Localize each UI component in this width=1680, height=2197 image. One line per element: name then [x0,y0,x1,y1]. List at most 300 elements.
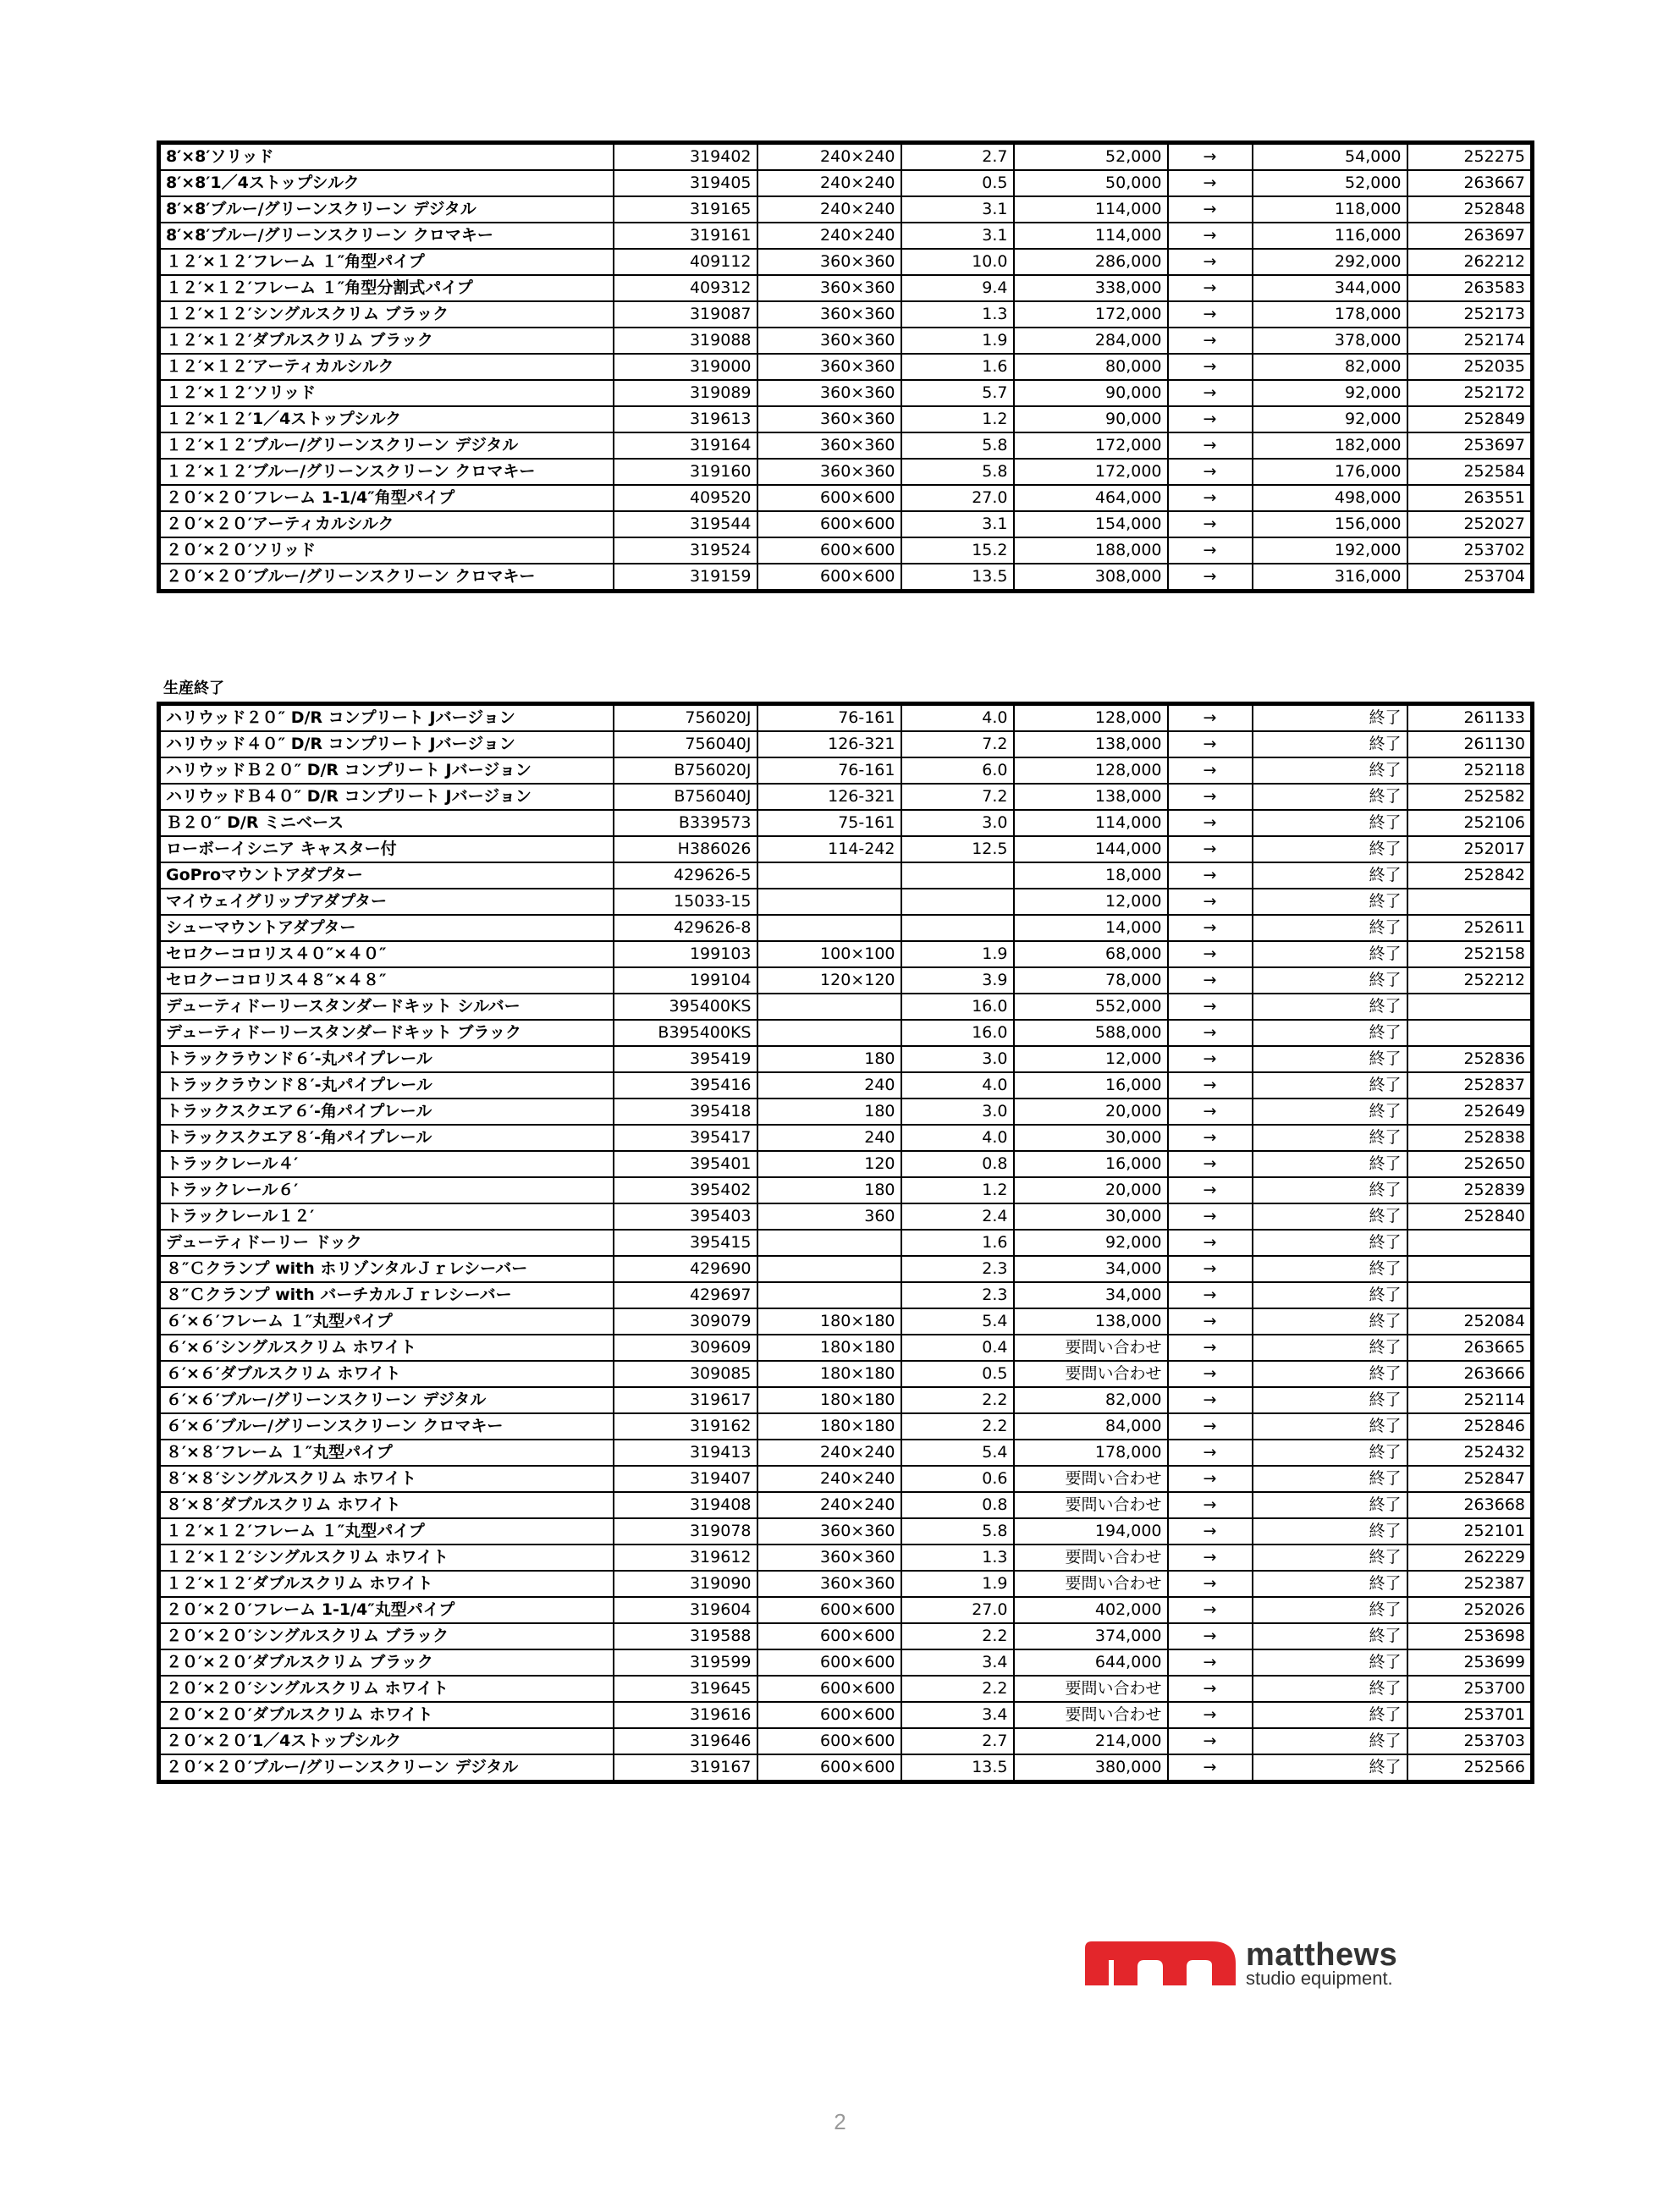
part-number-cell: B395400KS [614,1020,757,1046]
product-name-cell: デューティドーリースタンダードキット シルバー [159,994,614,1020]
size-cell: 360×360 [757,354,901,380]
size-cell: 600×600 [757,537,901,564]
table-row [159,485,1533,511]
new-price-cell: 終了 [1253,862,1407,889]
old-price-cell: 144,000 [1014,836,1168,862]
table-row [159,1492,1533,1518]
code-cell: 263666 [1407,1361,1533,1387]
arrow-cell: → [1168,1571,1253,1597]
part-number-cell: 319612 [614,1545,757,1571]
product-name-cell: トラックレール６′ [159,1177,614,1203]
arrow-cell: → [1168,459,1253,485]
weight-cell: 2.3 [901,1282,1014,1308]
new-price-cell: 82,000 [1253,354,1407,380]
weight-cell: 3.0 [901,1046,1014,1072]
table-row [159,432,1533,459]
matthews-m-mark-icon [1085,1940,1237,1987]
arrow-cell: → [1168,564,1253,592]
table-row [159,994,1533,1020]
table-row [159,511,1533,537]
new-price-cell: 192,000 [1253,537,1407,564]
new-price-cell: 終了 [1253,731,1407,757]
size-cell: 360×360 [757,380,901,406]
new-price-cell: 378,000 [1253,328,1407,354]
new-price-cell: 終了 [1253,1020,1407,1046]
arrow-cell: → [1168,784,1253,810]
old-price-cell: 194,000 [1014,1518,1168,1545]
weight-cell: 2.2 [901,1413,1014,1440]
size-cell [757,1020,901,1046]
code-cell: 263583 [1407,275,1533,301]
code-cell: 262229 [1407,1545,1533,1571]
size-cell: 76-161 [757,704,901,732]
table-row [159,143,1533,171]
arrow-cell: → [1168,1046,1253,1072]
part-number-cell: H386026 [614,836,757,862]
size-cell: 120 [757,1151,901,1177]
table-row [159,459,1533,485]
new-price-cell: 終了 [1253,967,1407,994]
part-number-cell: 319524 [614,537,757,564]
code-cell: 252101 [1407,1518,1533,1545]
table-row [159,1308,1533,1335]
new-price-cell: 終了 [1253,1387,1407,1413]
table-row [159,1623,1533,1649]
old-price-cell: 要問い合わせ [1014,1361,1168,1387]
size-cell: 600×600 [757,1728,901,1754]
size-cell: 360×360 [757,301,901,328]
code-cell: 252840 [1407,1203,1533,1230]
new-price-cell: 316,000 [1253,564,1407,592]
table-row [159,889,1533,915]
part-number-cell: 756040J [614,731,757,757]
old-price-cell: 188,000 [1014,537,1168,564]
table-row [159,731,1533,757]
old-price-cell: 172,000 [1014,301,1168,328]
old-price-cell: 84,000 [1014,1413,1168,1440]
table-row [159,941,1533,967]
logo-wordmark: matthews [1246,1937,1398,1973]
new-price-cell: 終了 [1253,1413,1407,1440]
arrow-cell: → [1168,1623,1253,1649]
weight-cell: 1.3 [901,301,1014,328]
weight-cell: 1.2 [901,1177,1014,1203]
weight-cell: 5.4 [901,1440,1014,1466]
product-name-cell: ２０′×２０′フレーム 1-1/4″角型パイプ [159,485,614,511]
product-name-cell: １２′×１２′フレーム １″角型パイプ [159,249,614,275]
part-number-cell: B756040J [614,784,757,810]
weight-cell: 15.2 [901,537,1014,564]
table-row [159,1125,1533,1151]
price-table-discontinued [157,702,1534,1784]
old-price-cell: 172,000 [1014,459,1168,485]
size-cell: 360×360 [757,432,901,459]
table-row [159,1230,1533,1256]
old-price-cell: 128,000 [1014,757,1168,784]
table-row [159,1518,1533,1545]
part-number-cell: B339573 [614,810,757,836]
table-row [159,1466,1533,1492]
table-row [159,1046,1533,1072]
code-cell: 252026 [1407,1597,1533,1623]
table-row [159,275,1533,301]
size-cell: 360×360 [757,459,901,485]
code-cell: 253704 [1407,564,1533,592]
product-name-cell: ２０′×２０′ソリッド [159,537,614,564]
new-price-cell: 終了 [1253,1571,1407,1597]
product-name-cell: ２０′×２０′ダブルスクリム ホワイト [159,1702,614,1728]
new-price-cell: 終了 [1253,784,1407,810]
new-price-cell: 終了 [1253,1518,1407,1545]
weight-cell: 5.4 [901,1308,1014,1335]
table-row [159,1702,1533,1728]
weight-cell: 0.8 [901,1151,1014,1177]
part-number-cell: 319408 [614,1492,757,1518]
new-price-cell: 終了 [1253,1361,1407,1387]
new-price-cell: 終了 [1253,704,1407,732]
part-number-cell: 319407 [614,1466,757,1492]
arrow-cell: → [1168,1308,1253,1335]
weight-cell: 1.9 [901,1571,1014,1597]
old-price-cell: 138,000 [1014,731,1168,757]
old-price-cell: 402,000 [1014,1597,1168,1623]
old-price-cell: 114,000 [1014,196,1168,223]
table-row [159,1649,1533,1676]
arrow-cell: → [1168,731,1253,757]
arrow-cell: → [1168,406,1253,432]
weight-cell: 2.2 [901,1676,1014,1702]
product-name-cell: ６′×６′フレーム １″丸型パイプ [159,1308,614,1335]
part-number-cell: 15033-15 [614,889,757,915]
arrow-cell: → [1168,511,1253,537]
old-price-cell: 138,000 [1014,784,1168,810]
old-price-cell: 30,000 [1014,1203,1168,1230]
part-number-cell: B756020J [614,757,757,784]
table-row [159,1728,1533,1754]
size-cell: 180 [757,1098,901,1125]
table-row [159,196,1533,223]
product-name-cell: １２′×１２′アーティカルシルク [159,354,614,380]
code-cell: 263697 [1407,223,1533,249]
size-cell: 126-321 [757,731,901,757]
size-cell: 180×180 [757,1335,901,1361]
code-cell [1407,1020,1533,1046]
old-price-cell: 34,000 [1014,1282,1168,1308]
product-name-cell: 8′×8′ブルー/グリーンスクリーン クロマキー [159,223,614,249]
arrow-cell: → [1168,1361,1253,1387]
price-table-current [157,140,1534,593]
product-name-cell: ８″Ｃクランプ with バーチカルＪｒレシーバー [159,1282,614,1308]
arrow-cell: → [1168,1649,1253,1676]
size-cell: 240×240 [757,170,901,196]
code-cell: 252212 [1407,967,1533,994]
table-row [159,1676,1533,1702]
product-name-cell: セロクーコロリス４８″×４８″ [159,967,614,994]
old-price-cell: 12,000 [1014,1046,1168,1072]
price-table-current-body [159,143,1533,592]
code-cell: 252849 [1407,406,1533,432]
new-price-cell: 終了 [1253,1203,1407,1230]
new-price-cell: 344,000 [1253,275,1407,301]
code-cell: 252173 [1407,301,1533,328]
weight-cell: 2.4 [901,1203,1014,1230]
weight-cell: 5.8 [901,1518,1014,1545]
code-cell: 252836 [1407,1046,1533,1072]
weight-cell: 4.0 [901,1072,1014,1098]
size-cell: 240×240 [757,1440,901,1466]
size-cell: 360×360 [757,1518,901,1545]
arrow-cell: → [1168,1020,1253,1046]
arrow-cell: → [1168,757,1253,784]
old-price-cell: 要問い合わせ [1014,1571,1168,1597]
product-name-cell: 8′×8′ソリッド [159,143,614,171]
new-price-cell: 52,000 [1253,170,1407,196]
code-cell [1407,1256,1533,1282]
arrow-cell: → [1168,1597,1253,1623]
matthews-logo [1085,1938,1432,1989]
table-row [159,1282,1533,1308]
size-cell: 100×100 [757,941,901,967]
old-price-cell: 34,000 [1014,1256,1168,1282]
table-row [159,1361,1533,1387]
arrow-cell: → [1168,223,1253,249]
code-cell: 252847 [1407,1466,1533,1492]
table-row [159,1203,1533,1230]
code-cell: 252649 [1407,1098,1533,1125]
product-name-cell: １２′×１２′ダブルスクリム ブラック [159,328,614,354]
code-cell: 261130 [1407,731,1533,757]
new-price-cell: 終了 [1253,1676,1407,1702]
arrow-cell: → [1168,862,1253,889]
arrow-cell: → [1168,380,1253,406]
code-cell: 252387 [1407,1571,1533,1597]
code-cell: 252838 [1407,1125,1533,1151]
size-cell: 360×360 [757,275,901,301]
product-name-cell: ハリウッド４０″ D/R コンプリート Jバージョン [159,731,614,757]
product-name-cell: ハリウッドＢ４０″ D/R コンプリート Jバージョン [159,784,614,810]
table-row [159,406,1533,432]
product-name-cell: １２′×１２′ソリッド [159,380,614,406]
size-cell [757,1256,901,1282]
size-cell: 600×600 [757,1702,901,1728]
weight-cell: 13.5 [901,1754,1014,1782]
product-name-cell: ６′×６′シングルスクリム ホワイト [159,1335,614,1361]
part-number-cell: 319613 [614,406,757,432]
part-number-cell: 409312 [614,275,757,301]
product-name-cell: ２０′×２０′ダブルスクリム ブラック [159,1649,614,1676]
product-name-cell: ８″Ｃクランプ with ホリゾンタルＪｒレシーバー [159,1256,614,1282]
product-name-cell: ２０′×２０′シングルスクリム ホワイト [159,1676,614,1702]
old-price-cell: 要問い合わせ [1014,1466,1168,1492]
part-number-cell: 395401 [614,1151,757,1177]
arrow-cell: → [1168,1676,1253,1702]
weight-cell: 0.6 [901,1466,1014,1492]
part-number-cell: 429626-5 [614,862,757,889]
table-row [159,1545,1533,1571]
product-name-cell: ２０′×２０′シングルスクリム ブラック [159,1623,614,1649]
size-cell: 240 [757,1125,901,1151]
arrow-cell: → [1168,432,1253,459]
table-row [159,1072,1533,1098]
new-price-cell: 498,000 [1253,485,1407,511]
part-number-cell: 319405 [614,170,757,196]
old-price-cell: 178,000 [1014,1440,1168,1466]
weight-cell: 1.9 [901,328,1014,354]
new-price-cell: 終了 [1253,1151,1407,1177]
product-name-cell: GoProマウントアダプター [159,862,614,889]
new-price-cell: 118,000 [1253,196,1407,223]
part-number-cell: 309085 [614,1361,757,1387]
weight-cell: 3.0 [901,1098,1014,1125]
part-number-cell: 319087 [614,301,757,328]
new-price-cell: 終了 [1253,1282,1407,1308]
arrow-cell: → [1168,1177,1253,1203]
old-price-cell: 16,000 [1014,1151,1168,1177]
weight-cell: 0.8 [901,1492,1014,1518]
code-cell: 263665 [1407,1335,1533,1361]
product-name-cell: シューマウントアダプター [159,915,614,941]
code-cell: 261133 [1407,704,1533,732]
size-cell: 180×180 [757,1413,901,1440]
weight-cell [901,889,1014,915]
part-number-cell: 319161 [614,223,757,249]
arrow-cell: → [1168,1492,1253,1518]
product-name-cell: ２０′×２０′ブルー/グリーンスクリーン クロマキー [159,564,614,592]
arrow-cell: → [1168,1387,1253,1413]
old-price-cell: 552,000 [1014,994,1168,1020]
table-row [159,1387,1533,1413]
new-price-cell: 終了 [1253,1256,1407,1282]
old-price-cell: 要問い合わせ [1014,1545,1168,1571]
part-number-cell: 395415 [614,1230,757,1256]
new-price-cell: 終了 [1253,1754,1407,1782]
old-price-cell: 78,000 [1014,967,1168,994]
part-number-cell: 395400KS [614,994,757,1020]
table-row [159,170,1533,196]
arrow-cell: → [1168,1413,1253,1440]
old-price-cell: 50,000 [1014,170,1168,196]
code-cell: 253702 [1407,537,1533,564]
old-price-cell: 464,000 [1014,485,1168,511]
new-price-cell: 終了 [1253,1098,1407,1125]
new-price-cell: 終了 [1253,1728,1407,1754]
old-price-cell: 52,000 [1014,143,1168,171]
new-price-cell: 終了 [1253,1125,1407,1151]
new-price-cell: 終了 [1253,1466,1407,1492]
old-price-cell: 138,000 [1014,1308,1168,1335]
arrow-cell: → [1168,994,1253,1020]
part-number-cell: 309079 [614,1308,757,1335]
part-number-cell: 319167 [614,1754,757,1782]
table-row [159,1177,1533,1203]
code-cell: 253701 [1407,1702,1533,1728]
weight-cell [901,862,1014,889]
product-name-cell: マイウェイグリップアダプター [159,889,614,915]
new-price-cell: 終了 [1253,1308,1407,1335]
weight-cell: 3.1 [901,223,1014,249]
old-price-cell: 374,000 [1014,1623,1168,1649]
part-number-cell: 395402 [614,1177,757,1203]
old-price-cell: 68,000 [1014,941,1168,967]
weight-cell: 1.2 [901,406,1014,432]
size-cell: 600×600 [757,485,901,511]
old-price-cell: 172,000 [1014,432,1168,459]
size-cell: 600×600 [757,1754,901,1782]
part-number-cell: 319090 [614,1571,757,1597]
old-price-cell: 308,000 [1014,564,1168,592]
size-cell: 360×360 [757,406,901,432]
size-cell: 240×240 [757,1466,901,1492]
code-cell: 253703 [1407,1728,1533,1754]
size-cell: 120×120 [757,967,901,994]
part-number-cell: 319160 [614,459,757,485]
product-name-cell: １２′×１２′フレーム １″丸型パイプ [159,1518,614,1545]
part-number-cell: 429697 [614,1282,757,1308]
table-row [159,354,1533,380]
arrow-cell: → [1168,1203,1253,1230]
old-price-cell: 12,000 [1014,889,1168,915]
code-cell: 253700 [1407,1676,1533,1702]
new-price-cell: 終了 [1253,1597,1407,1623]
product-name-cell: １２′×１２′シングルスクリム ブラック [159,301,614,328]
new-price-cell: 92,000 [1253,380,1407,406]
table-row [159,1597,1533,1623]
weight-cell: 3.4 [901,1702,1014,1728]
part-number-cell: 319544 [614,511,757,537]
product-name-cell: Ｂ２０″ D/R ミニベース [159,810,614,836]
product-name-cell: １２′×１２′ダブルスクリム ホワイト [159,1571,614,1597]
new-price-cell: 292,000 [1253,249,1407,275]
new-price-cell: 92,000 [1253,406,1407,432]
old-price-cell: 644,000 [1014,1649,1168,1676]
code-cell: 253697 [1407,432,1533,459]
table-row [159,1335,1533,1361]
size-cell: 240×240 [757,1492,901,1518]
arrow-cell: → [1168,1518,1253,1545]
weight-cell: 4.0 [901,1125,1014,1151]
part-number-cell: 199103 [614,941,757,967]
code-cell: 252114 [1407,1387,1533,1413]
code-cell: 253699 [1407,1649,1533,1676]
size-cell: 114-242 [757,836,901,862]
product-name-cell: ハリウッドＢ２０″ D/R コンプリート Jバージョン [159,757,614,784]
weight-cell: 0.5 [901,1361,1014,1387]
code-cell: 252848 [1407,196,1533,223]
new-price-cell: 終了 [1253,994,1407,1020]
table-row [159,537,1533,564]
product-name-cell: １２′×１２′ブルー/グリーンスクリーン デジタル [159,432,614,459]
product-name-cell: セロクーコロリス４０″×４０″ [159,941,614,967]
weight-cell: 2.7 [901,1728,1014,1754]
size-cell: 240 [757,1072,901,1098]
part-number-cell: 319088 [614,328,757,354]
size-cell: 360×360 [757,249,901,275]
arrow-cell: → [1168,1151,1253,1177]
arrow-cell: → [1168,301,1253,328]
size-cell: 360×360 [757,328,901,354]
product-name-cell: ローボーイシニア キャスター付 [159,836,614,862]
part-number-cell: 395403 [614,1203,757,1230]
code-cell: 252106 [1407,810,1533,836]
weight-cell: 27.0 [901,1597,1014,1623]
arrow-cell: → [1168,1754,1253,1782]
code-cell: 263667 [1407,170,1533,196]
table-row [159,757,1533,784]
new-price-cell: 終了 [1253,1440,1407,1466]
new-price-cell: 終了 [1253,810,1407,836]
arrow-cell: → [1168,1125,1253,1151]
weight-cell: 2.3 [901,1256,1014,1282]
